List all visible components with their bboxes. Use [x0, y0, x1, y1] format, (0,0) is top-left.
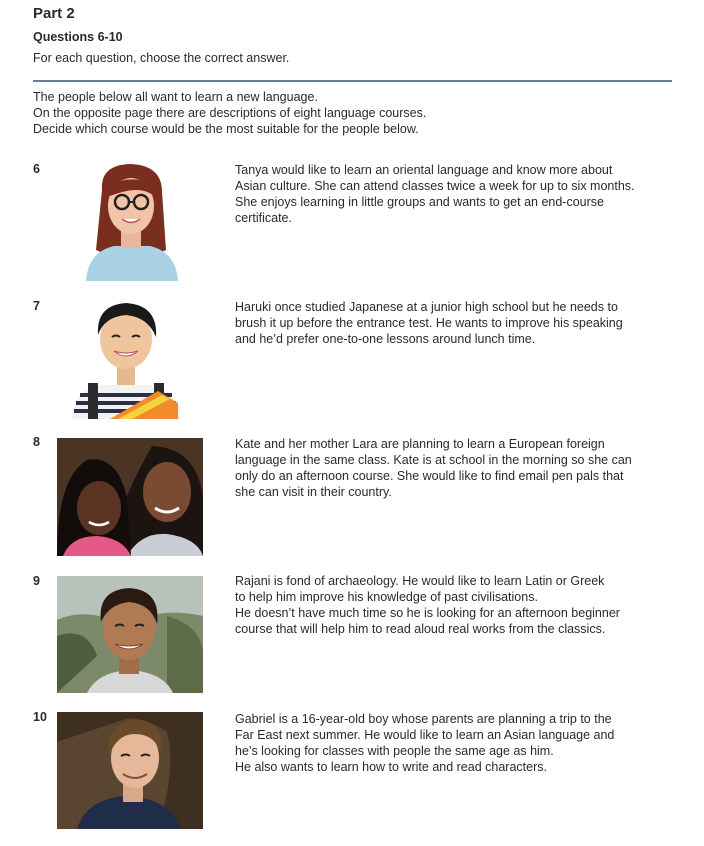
question-number-7: 7: [33, 299, 40, 313]
question-line: and he’d prefer one-to-one lessons around lunch time.: [235, 332, 536, 346]
rajani-photo: [57, 576, 203, 693]
question-line: He doesn’t have much time so he is looking for an afternoon beginner: [235, 606, 620, 620]
intro-text: [33, 89, 426, 137]
kate-and-lara-photo: [57, 438, 203, 556]
divider: [33, 80, 672, 82]
question-line: Far East next summer. He would like to learn an Asian language and: [235, 728, 615, 742]
question-line: to help him improve his knowledge of past civilisations.: [235, 590, 538, 604]
intro-line: On the opposite page there are descriptions of eight language courses.: [33, 106, 427, 120]
question-line: Rajani is fond of archaeology. He would like to learn Latin or Greek: [235, 574, 605, 588]
question-line: brush it up before the entrance test. He wants to improve his speaking: [235, 316, 623, 330]
part-title: Part 2: [33, 5, 75, 22]
question-line: Asian culture. She can attend classes twice a week for up to six months.: [235, 179, 635, 193]
question-line: Gabriel is a 16-year-old boy whose parents are planning a trip to the: [235, 712, 612, 726]
question-number-10: 10: [33, 710, 47, 724]
question-text-8: [235, 436, 675, 500]
question-line: She enjoys learning in little groups and wants to get an end-course: [235, 195, 604, 209]
question-number-8: 8: [33, 435, 40, 449]
question-line: He also wants to learn how to write and read characters.: [235, 760, 547, 774]
question-number-9: 9: [33, 574, 40, 588]
question-line: certificate.: [235, 211, 292, 225]
question-number-6: 6: [33, 162, 40, 176]
haruki-photo: [70, 299, 182, 419]
question-text-6: [235, 162, 675, 226]
question-line: Tanya would like to learn an oriental language and know more about: [235, 163, 613, 177]
question-line: Kate and her mother Lara are planning to learn a European foreign: [235, 437, 605, 451]
intro-line: Decide which course would be the most suitable for the people below.: [33, 122, 419, 136]
question-text-9: [235, 573, 675, 637]
intro-line: The people below all want to learn a new language.: [33, 90, 318, 104]
question-line: language in the same class. Kate is at school in the morning so she can: [235, 453, 632, 467]
gabriel-photo: [57, 712, 203, 829]
question-text-7: [235, 299, 675, 347]
question-line: she can visit in their country.: [235, 485, 392, 499]
question-line: he’s looking for classes with people the same age as him.: [235, 744, 554, 758]
question-text-10: [235, 711, 675, 775]
tanya-photo: [80, 160, 183, 281]
question-line: Haruki once studied Japanese at a junior high school but he needs to: [235, 300, 618, 314]
questions-label: Questions 6-10: [33, 30, 123, 44]
question-line: only do an afternoon course. She would like to find email pen pals that: [235, 469, 624, 483]
question-line: course that will help him to read aloud real works from the classics.: [235, 622, 606, 636]
instruction: For each question, choose the correct answer.: [33, 51, 290, 65]
